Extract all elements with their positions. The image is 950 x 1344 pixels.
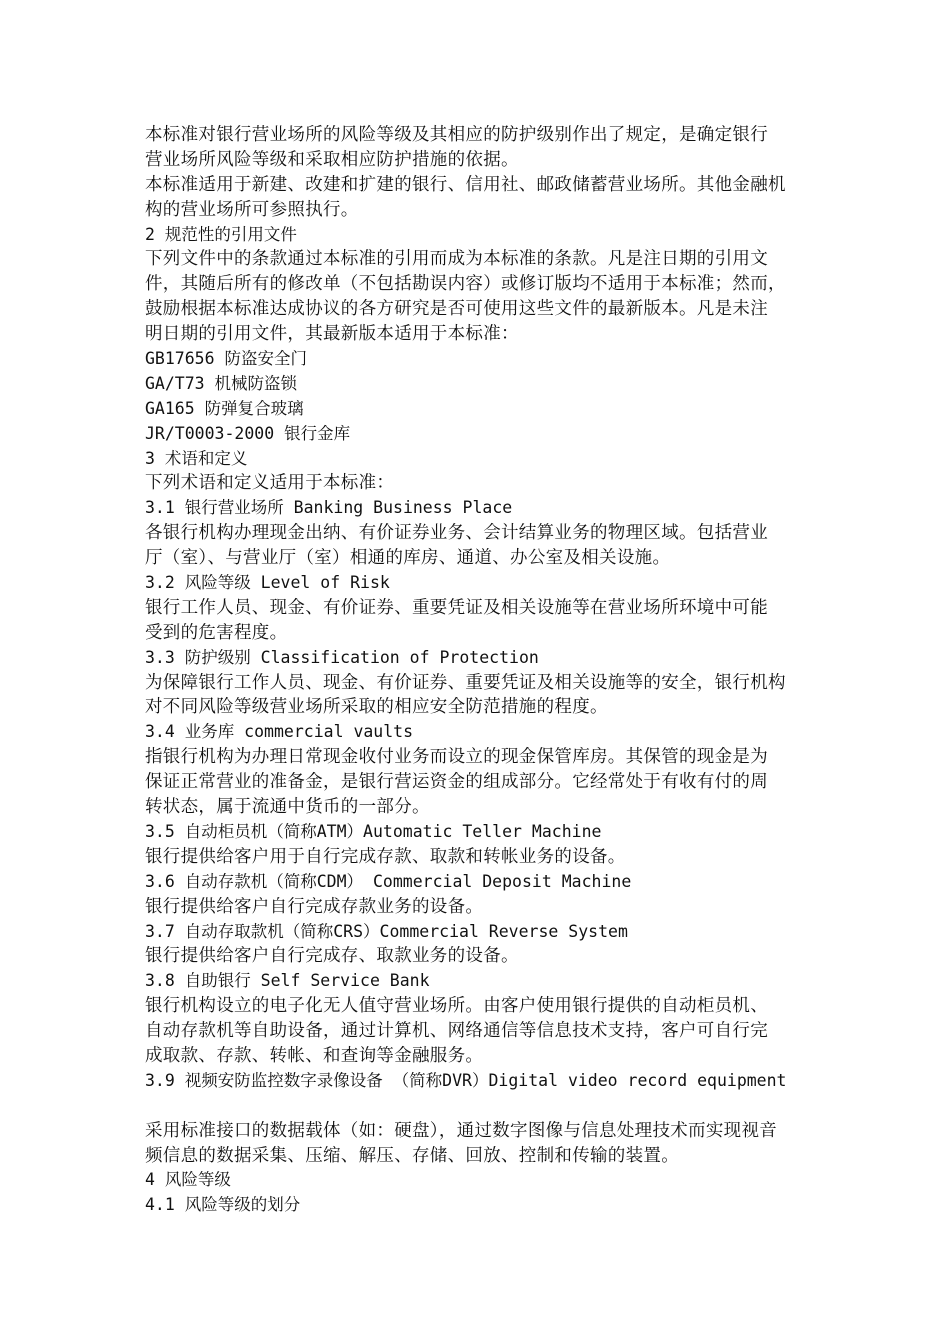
term-heading: 3.2 风险等级 Level of Risk [145,573,390,593]
paragraph-line: 银行提供给客户自行完成存款业务的设备。 [145,896,484,917]
paragraph-line: 下列文件中的条款通过本标准的引用而成为本标准的条款。凡是注日期的引用文 [145,249,768,270]
term-heading: 3.7 自动存取款机（简称CRS）Commercial Reverse System [145,921,628,941]
paragraph-line: 保证正常营业的准备金，是银行营运资金的组成部分。它经常处于有收有付的周 [145,772,768,793]
term-heading: 3.9 视频安防监控数字录像设备 （简称DVR）Digital video record equipment [145,1070,787,1090]
section-heading: 4.1 风险等级的划分 [145,1195,301,1215]
paragraph-line: 银行提供给客户用于自行完成存款、取款和转帐业务的设备。 [145,846,626,867]
paragraph-line: 鼓励根据本标准达成协议的各方研究是否可使用这些文件的最新版本。凡是未注 [145,299,768,320]
reference-item: GA/T73 机械防盗锁 [145,373,298,393]
paragraph-line: 银行提供给客户自行完成存、取款业务的设备。 [145,946,519,967]
paragraph-line: 银行机构设立的电子化无人值守营业场所。由客户使用银行提供的自动柜员机、 [145,996,768,1017]
paragraph-line: 自动存款机等自助设备，通过计算机、网络通信等信息技术支持，客户可自行完 [145,1021,768,1042]
term-heading: 3.3 防护级别 Classification of Protection [145,647,539,667]
section-heading: 4 风险等级 [145,1170,231,1190]
paragraph-line: 本标准对银行营业场所的风险等级及其相应的防护级别作出了规定，是确定银行 [145,125,768,145]
paragraph-line: 指银行机构为办理日常现金收付业务而设立的现金保管库房。其保管的现金是为 [145,747,768,768]
reference-item: JR/T0003-2000 银行金库 [145,423,351,443]
paragraph-line: 成取款、存款、转帐、和查询等金融服务。 [145,1045,484,1066]
paragraph-line: 下列术语和定义适用于本标准： [145,473,395,494]
paragraph-line: 频信息的数据采集、压缩、解压、存储、回放、控制和传输的装置。 [145,1145,679,1166]
paragraph-line: 转状态，属于流通中货币的一部分。 [145,797,430,818]
paragraph-line: 本标准适用于新建、改建和扩建的银行、信用社、邮政储蓄营业场所。其他金融机 [145,174,786,195]
term-heading: 3.8 自助银行 Self Service Bank [145,971,430,991]
paragraph-line: 为保障银行工作人员、现金、有价证券、重要凭证及相关设施等的安全，银行机构 [145,672,786,693]
term-heading: 3.6 自动存款机（简称CDM） Commercial Deposit Machine [145,871,632,891]
paragraph-line: 件，其随后所有的修改单（不包括勘误内容）或修订版均不适用于本标准；然而， [145,274,786,295]
section-heading: 2 规范性的引用文件 [145,224,297,244]
term-heading: 3.1 银行营业场所 Banking Business Place [145,498,513,518]
term-heading: 3.4 业务库 commercial vaults [145,722,414,742]
blank-line [145,1094,810,1119]
paragraph-line: 对不同风险等级营业场所采取的相应安全防范措施的程度。 [145,697,608,718]
paragraph-line: 厅（室）、与营业厅（室）相通的库房、通道、办公室及相关设施。 [145,548,671,569]
paragraph-line: 营业场所风险等级和采取相应防护措施的依据。 [145,149,519,170]
document-body [145,123,810,1218]
paragraph-line: 受到的危害程度。 [145,622,288,643]
paragraph-line: 各银行机构办理现金出纳、有价证券业务、会计结算业务的物理区域。包括营业 [145,523,768,544]
reference-item: GA165 防弹复合玻璃 [145,398,304,418]
reference-item: GB17656 防盗安全门 [145,349,307,369]
section-heading: 3 术语和定义 [145,448,248,468]
paragraph-line: 银行工作人员、现金、有价证券、重要凭证及相关设施等在营业场所环境中可能 [145,597,768,618]
paragraph-line: 采用标准接口的数据载体（如：硬盘），通过数字图像与信息处理技术而实现视音 [145,1120,778,1141]
paragraph-line: 构的营业场所可参照执行。 [145,199,359,220]
term-heading: 3.5 自动柜员机（简称ATM）Automatic Teller Machine [145,821,602,841]
paragraph-line: 明日期的引用文件，其最新版本适用于本标准： [145,324,519,345]
